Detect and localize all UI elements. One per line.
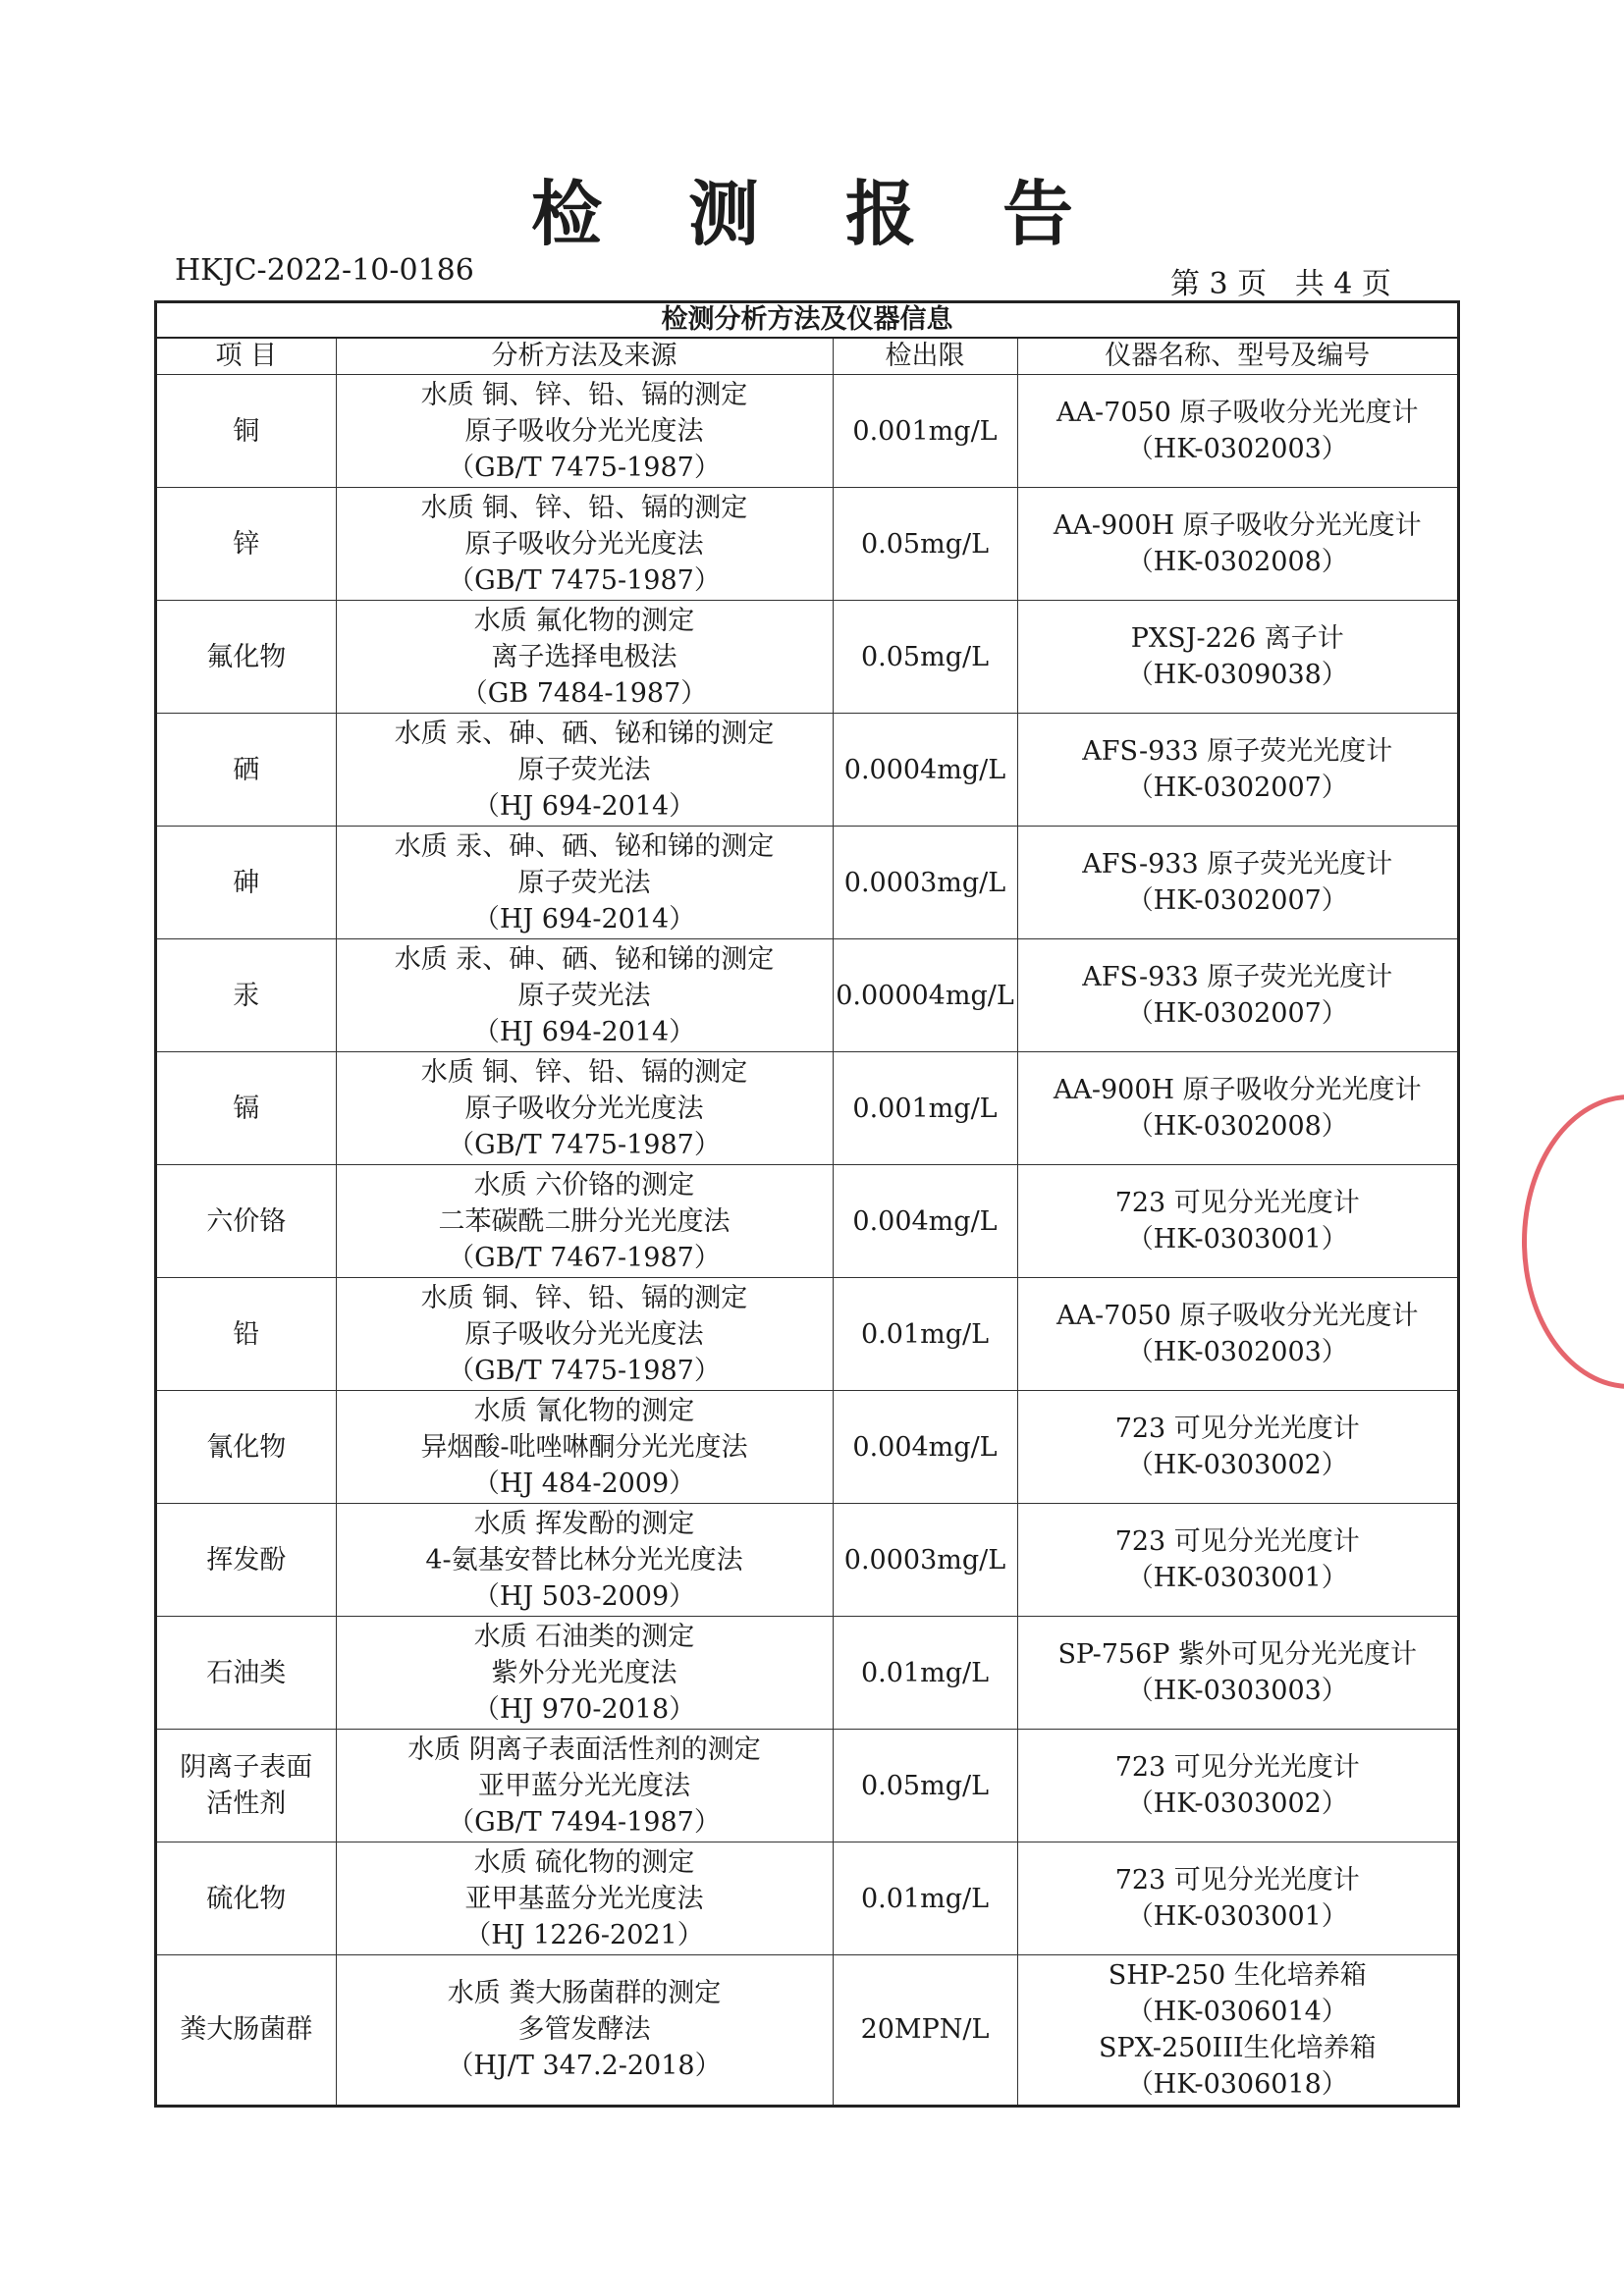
header-limit: 检出限 (833, 339, 1017, 375)
instrument-cell (1017, 1955, 1457, 2105)
header-method: 分析方法及来源 (336, 339, 833, 375)
instrument-line: SHP-250 生化培养箱 (1108, 1959, 1367, 1991)
method-line: 二苯碳酰二肼分光光度法 (438, 1205, 731, 1237)
item-line: 砷 (233, 867, 260, 898)
report-number: HKJC-2022-10-0186 (175, 253, 474, 288)
item-cell (157, 1842, 336, 1955)
method-line: 原子吸收分光光度法 (464, 528, 704, 560)
method-line: 水质 铜、锌、铅、镉的测定 (420, 492, 748, 523)
instrument-cell (1017, 1278, 1457, 1391)
table-row (157, 1730, 1457, 1842)
method-line: 水质 石油类的测定 (473, 1621, 695, 1652)
method-cell (336, 939, 833, 1052)
item-line: 硒 (233, 754, 260, 785)
method-line: 水质 氟化物的测定 (473, 605, 695, 636)
method-cell (336, 375, 833, 488)
instrument-line: SPX-250III生化培养箱 (1098, 2032, 1377, 2063)
instrument-cell (1017, 1052, 1457, 1165)
method-line: 原子荧光法 (517, 754, 651, 785)
method-cell (336, 1165, 833, 1278)
instrument-cell (1017, 1165, 1457, 1278)
method-line: 水质 铜、锌、铅、镉的测定 (420, 1056, 748, 1088)
instrument-line: （HK-0303003） (1126, 1676, 1348, 1706)
instrument-line: （HK-0302007） (1126, 998, 1348, 1029)
item-cell (157, 488, 336, 601)
item-cell (157, 1165, 336, 1278)
limit-cell: 0.0004mg/L (833, 714, 1017, 827)
instrument-cell (1017, 1730, 1457, 1842)
method-cell (336, 1278, 833, 1391)
item-cell (157, 1504, 336, 1617)
method-line: 水质 汞、砷、硒、铋和锑的测定 (394, 943, 775, 975)
table-row (157, 939, 1457, 1052)
instrument-line: （HK-0306018） (1126, 2068, 1348, 2100)
limit-cell: 0.01mg/L (833, 1617, 1017, 1730)
page-title (0, 157, 1624, 259)
instrument-line: （HK-0302003） (1126, 1337, 1348, 1367)
method-line: 亚甲基蓝分光光度法 (464, 1883, 704, 1914)
method-line: 原子吸收分光光度法 (464, 1093, 704, 1124)
method-line: （GB/T 7475-1987） (448, 1129, 721, 1160)
table-row (157, 1504, 1457, 1617)
instrument-line: （HK-0302003） (1126, 434, 1348, 464)
instrument-line: （HK-0303001） (1126, 1901, 1348, 1932)
item-line: 锌 (233, 528, 260, 560)
limit-cell: 0.004mg/L (833, 1165, 1017, 1278)
item-line: 石油类 (206, 1657, 287, 1688)
item-cell (157, 601, 336, 714)
method-line: （HJ 694-2014） (472, 903, 696, 934)
method-line: （GB/T 7475-1987） (448, 452, 721, 483)
method-line: （HJ 1226-2021） (464, 1919, 704, 1950)
method-cell (336, 1955, 833, 2105)
method-line: 水质 铜、锌、铅、镉的测定 (420, 379, 748, 410)
instrument-line: （HK-0302008） (1126, 1111, 1348, 1142)
table-row (157, 1842, 1457, 1955)
method-line: （HJ 970-2018） (472, 1693, 696, 1725)
method-cell (336, 488, 833, 601)
item-line: 六价铬 (206, 1205, 287, 1237)
table-row (157, 488, 1457, 601)
method-line: （GB/T 7467-1987） (448, 1242, 721, 1273)
seal-stamp (1522, 1095, 1624, 1389)
method-line: （HJ 484-2009） (472, 1468, 696, 1499)
method-line: 原子荧光法 (517, 867, 651, 898)
instrument-line: （HK-0303002） (1126, 1450, 1348, 1480)
method-cell (336, 1617, 833, 1730)
instrument-line: （HK-0306014） (1126, 1996, 1348, 2027)
instrument-line: 723 可见分光光度计 (1114, 1526, 1360, 1557)
limit-cell: 0.05mg/L (833, 488, 1017, 601)
instrument-line: PXSJ-226 离子计 (1130, 623, 1344, 654)
table-row (157, 714, 1457, 827)
instrument-line: （HK-0303002） (1126, 1789, 1348, 1819)
method-cell (336, 827, 833, 939)
item-line: 硫化物 (206, 1883, 287, 1914)
instrument-cell (1017, 827, 1457, 939)
limit-cell: 20MPN/L (833, 1955, 1017, 2105)
method-cell (336, 1730, 833, 1842)
limit-cell: 0.00004mg/L (833, 939, 1017, 1052)
instrument-line: （HK-0303001） (1126, 1563, 1348, 1593)
table-row (157, 1955, 1457, 2105)
limit-cell: 0.0003mg/L (833, 1504, 1017, 1617)
item-line: 活性剂 (206, 1789, 287, 1819)
method-cell (336, 1052, 833, 1165)
item-line: 挥发酚 (206, 1544, 287, 1575)
limit-cell: 0.004mg/L (833, 1391, 1017, 1504)
table-row (157, 1617, 1457, 1730)
instrument-cell (1017, 1504, 1457, 1617)
limit-cell: 0.01mg/L (833, 1842, 1017, 1955)
instrument-line: （HK-0309038） (1126, 660, 1348, 690)
method-line: （GB/T 7494-1987） (448, 1806, 721, 1838)
item-line: 阴离子表面 (180, 1752, 313, 1783)
instrument-line: 723 可见分光光度计 (1114, 1865, 1360, 1896)
table-row (157, 601, 1457, 714)
method-line: 亚甲蓝分光光度法 (478, 1770, 690, 1801)
title-char: 测 (687, 173, 779, 255)
method-line: （HJ 694-2014） (472, 790, 696, 822)
page-indicator: 第 3 页 共 4 页 (1170, 267, 1391, 301)
item-cell (157, 1955, 336, 2105)
title-char: 告 (1002, 173, 1094, 255)
method-cell (336, 1842, 833, 1955)
method-line: 4-氨基安替比林分光光度法 (425, 1544, 743, 1575)
item-cell (157, 1278, 336, 1391)
limit-cell: 0.05mg/L (833, 1730, 1017, 1842)
item-line: 汞 (233, 980, 260, 1011)
method-line: 多管发酵法 (517, 2014, 651, 2046)
instrument-cell (1017, 1842, 1457, 1955)
limit-cell: 0.05mg/L (833, 601, 1017, 714)
method-line: 水质 硫化物的测定 (473, 1846, 695, 1878)
method-line: 原子吸收分光光度法 (464, 1318, 704, 1350)
method-line: 异烟酸-吡唑啉酮分光光度法 (420, 1431, 748, 1463)
method-line: （HJ 503-2009） (472, 1580, 696, 1612)
instrument-line: SP-756P 紫外可见分光光度计 (1057, 1639, 1418, 1670)
item-line: 氟化物 (206, 641, 287, 672)
item-cell (157, 827, 336, 939)
instrument-cell (1017, 1617, 1457, 1730)
item-cell (157, 1391, 336, 1504)
method-line: （HJ 694-2014） (472, 1016, 696, 1047)
instrument-line: （HK-0302007） (1126, 773, 1348, 803)
instrument-line: AA-900H 原子吸收分光光度计 (1053, 1075, 1422, 1105)
method-line: 原子荧光法 (517, 980, 651, 1011)
limit-cell: 0.001mg/L (833, 375, 1017, 488)
limit-cell: 0.001mg/L (833, 1052, 1017, 1165)
method-line: （GB 7484-1987） (460, 677, 708, 709)
method-line: （GB/T 7475-1987） (448, 564, 721, 596)
instrument-cell (1017, 1391, 1457, 1504)
header-instrument: 仪器名称、型号及编号 (1017, 339, 1457, 375)
item-cell (157, 939, 336, 1052)
method-line: （HJ/T 347.2-2018） (447, 2051, 722, 2082)
table-row (157, 1165, 1457, 1278)
item-line: 粪大肠菌群 (180, 2014, 313, 2046)
method-line: 紫外分光光度法 (491, 1657, 677, 1688)
method-cell (336, 1504, 833, 1617)
instrument-line: （HK-0303001） (1126, 1224, 1348, 1255)
title-char: 检 (530, 173, 622, 255)
instrument-line: AA-7050 原子吸收分光光度计 (1056, 398, 1419, 428)
method-line: 水质 铜、锌、铅、镉的测定 (420, 1282, 748, 1313)
item-cell (157, 375, 336, 488)
item-cell (157, 714, 336, 827)
instrument-line: AFS-933 原子荧光光度计 (1082, 962, 1393, 992)
item-line: 铜 (233, 415, 260, 447)
method-line: 原子吸收分光光度法 (464, 415, 704, 447)
instrument-cell (1017, 714, 1457, 827)
table-row (157, 375, 1457, 488)
instrument-line: AA-7050 原子吸收分光光度计 (1056, 1301, 1419, 1331)
item-cell (157, 1617, 336, 1730)
item-cell (157, 1730, 336, 1842)
table-header-row (157, 339, 1457, 375)
limit-cell: 0.0003mg/L (833, 827, 1017, 939)
method-line: 水质 六价铬的测定 (473, 1169, 695, 1201)
instrument-cell (1017, 375, 1457, 488)
method-line: 水质 挥发酚的测定 (473, 1508, 695, 1539)
method-line: 水质 粪大肠菌群的测定 (447, 1978, 722, 2009)
item-line: 氰化物 (206, 1431, 287, 1463)
instrument-cell (1017, 488, 1457, 601)
instrument-line: 723 可见分光光度计 (1114, 1752, 1360, 1783)
table-row (157, 827, 1457, 939)
instrument-line: （HK-0302008） (1126, 547, 1348, 577)
data-table (157, 339, 1457, 2105)
table-row (157, 1391, 1457, 1504)
item-line: 铅 (233, 1318, 260, 1350)
method-cell (336, 714, 833, 827)
item-cell (157, 1052, 336, 1165)
method-line: 离子选择电极法 (491, 641, 677, 672)
item-line: 镉 (233, 1093, 260, 1124)
method-instrument-table (154, 300, 1460, 2108)
title-char: 报 (845, 173, 937, 255)
instrument-line: （HK-0302007） (1126, 885, 1348, 916)
method-line: 水质 阴离子表面活性剂的测定 (407, 1734, 761, 1765)
method-line: 水质 汞、砷、硒、铋和锑的测定 (394, 718, 775, 749)
instrument-cell (1017, 601, 1457, 714)
limit-cell: 0.01mg/L (833, 1278, 1017, 1391)
table-row (157, 1052, 1457, 1165)
instrument-line: AFS-933 原子荧光光度计 (1082, 849, 1393, 880)
instrument-cell (1017, 939, 1457, 1052)
instrument-line: 723 可见分光光度计 (1114, 1188, 1360, 1218)
header-item: 项 目 (157, 339, 336, 375)
table-caption: 检测分析方法及仪器信息 (157, 303, 1457, 339)
method-line: 水质 氰化物的测定 (473, 1395, 695, 1426)
method-line: （GB/T 7475-1987） (448, 1355, 721, 1386)
instrument-line: 723 可见分光光度计 (1114, 1414, 1360, 1444)
instrument-line: AA-900H 原子吸收分光光度计 (1053, 510, 1422, 541)
method-line: 水质 汞、砷、硒、铋和锑的测定 (394, 830, 775, 862)
method-cell (336, 601, 833, 714)
method-cell (336, 1391, 833, 1504)
table-row (157, 1278, 1457, 1391)
instrument-line: AFS-933 原子荧光光度计 (1082, 736, 1393, 767)
